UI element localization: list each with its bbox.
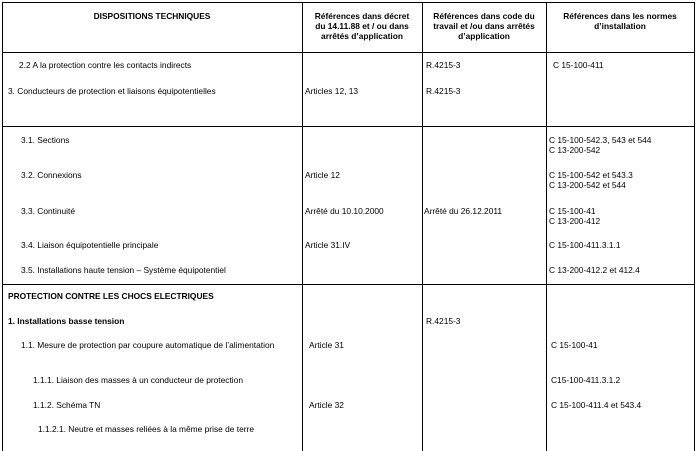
row-normes: C 13-200-412.2 et 412.4 (549, 265, 640, 275)
references-table (2, 2, 695, 451)
row-label: 1.1.2.1. Neutre et masses reliées à la même prise de terre (38, 424, 254, 434)
col-border (546, 2, 547, 451)
row-decret: Arrêté du 10.10.2000 (305, 206, 384, 216)
row-decret: Article 32 (309, 400, 344, 410)
row-border (2, 52, 695, 53)
col-border (694, 2, 695, 451)
section-heading: PROTECTION CONTRE LES CHOCS ELECTRIQUES (8, 291, 214, 301)
row-label: 3.4. Liaison équipotentielle principale (21, 240, 159, 250)
row-code: R.4215-3 (426, 316, 461, 326)
row-label: 3.1. Sections (21, 135, 70, 145)
row-border (2, 284, 695, 285)
row-code: Arrêté du 26.12.2011 (424, 206, 503, 216)
col-border (422, 2, 423, 451)
row-normes-2: C 13-200-542 (549, 145, 601, 155)
row-label: 2.2 A la protection contre les contacts indirects (19, 60, 192, 70)
header-decret: Références dans décret du 14.11.88 et / ou dans arrêtés d’application (314, 11, 410, 41)
row-normes: C 15-100-41 (549, 206, 596, 216)
row-decret: Article 31 (309, 340, 344, 350)
row-border (2, 2, 695, 3)
row-decret: Article 12 (305, 170, 340, 180)
row-label: 1.1.1. Liaison des masses à un conducteur de protection (33, 375, 243, 385)
col-border (302, 2, 303, 451)
row-border (2, 126, 695, 127)
row-code: R.4215-3 (426, 60, 461, 70)
row-decret: Article 31.IV (305, 240, 351, 250)
row-code: R.4215-3 (426, 86, 461, 96)
row-normes-2: C 13-200-412 (549, 216, 601, 226)
row-label: 3. Conducteurs de protection et liaisons équipotentielles (8, 86, 216, 96)
header-normes: Références dans les normes d’installation (563, 11, 677, 31)
row-normes: C 15-100-542.3, 543 et 544 (549, 135, 652, 145)
header-dispositions: DISPOSITIONS TECHNIQUES (93, 11, 211, 21)
row-label: 3.5. Installations haute tension – Système équipotentiel (21, 265, 226, 275)
row-normes: C 15-100-41 (551, 340, 598, 350)
row-normes: C15-100-411.3.1.2 (551, 375, 621, 385)
row-normes-2: C 13-200-542 et 544 (549, 180, 626, 190)
row-normes: C 15-100-542 et 543.3 (549, 170, 633, 180)
col-border (2, 2, 3, 451)
row-label: 1. Installations basse tension (8, 316, 125, 326)
row-label: 3.2. Connexions (21, 170, 82, 180)
row-label: 1.1. Mesure de protection par coupure automatique de l’alimentation (21, 340, 275, 350)
row-label: 3.3. Continuité (21, 206, 76, 216)
header-code-travail: Références dans code du travail et /ou dans arrêtés d’application (433, 11, 535, 41)
row-label: 1.1.2. Schéma TN (33, 400, 101, 410)
row-decret: Articles 12, 13 (305, 86, 359, 96)
row-normes: C 15-100-411.4 et 543.4 (551, 400, 642, 410)
row-normes: C 15-100-411.3.1.1 (549, 240, 621, 250)
row-normes: C 15-100-411 (553, 60, 604, 70)
